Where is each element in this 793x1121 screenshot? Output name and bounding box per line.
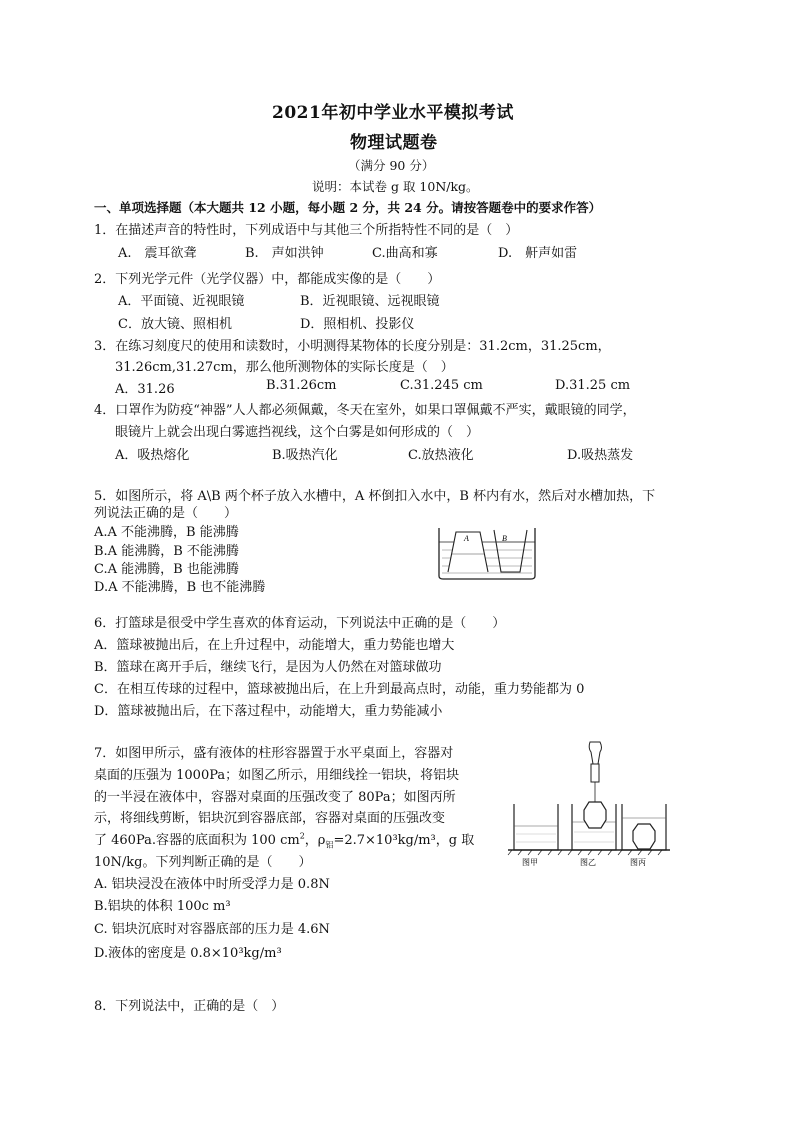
q7-label-yi: 图乙	[580, 858, 596, 867]
q1-option-b: B. 声如洪钟	[245, 246, 324, 261]
q7-option-b: B.铝块的体积 100c m³	[94, 899, 231, 914]
q2-stem: 2．下列光学元件（光学仪器）中，都能成实像的是（ ）	[94, 272, 441, 287]
q5-label-a: A	[464, 534, 469, 543]
q5-cup-b	[494, 530, 527, 572]
q2-option-c: C．放大镜、照相机	[118, 317, 232, 332]
q3-option-b: B.31.26cm	[266, 378, 337, 393]
q7-line5-a: 了 460Pa.容器的底面积为 100 cm	[94, 833, 300, 848]
q7-line5-sub: 铝	[325, 840, 334, 850]
q5-label-b: B	[502, 534, 507, 543]
full-score: （满分 90 分）	[348, 158, 435, 173]
q7-block-bing	[633, 824, 655, 849]
q2-option-d: D．照相机、投影仪	[300, 317, 415, 332]
q7-line5-c: ，ρ	[304, 833, 326, 848]
q7-label-bing: 图丙	[630, 858, 646, 867]
q1-stem: 1．在描述声音的特性时，下列成语中与其他三个所指特性不同的是（ ）	[94, 223, 519, 238]
q5-option-a: A.A 不能沸腾，B 能沸腾	[94, 525, 239, 540]
q6-option-d: D．篮球被抛出后，在下落过程中，动能增大，重力势能减小	[94, 704, 443, 719]
q7-hand	[589, 742, 601, 782]
q2-option-b: B．近视眼镜、远视眼镜	[300, 294, 440, 309]
q7-line3: 的一半浸在液体中，容器对桌面的压强改变了 80Pa；如图丙所	[94, 790, 456, 805]
q8-stem: 8．下列说法中，正确的是（ ）	[94, 999, 285, 1014]
q7-line5-e: =2.7×10³kg/m³，g 取	[333, 833, 475, 848]
exam-title: 2021年初中学业水平模拟考试	[272, 103, 514, 123]
q6-option-b: B．篮球在离开手后，继续飞行，是因为人仍然在对篮球做功	[94, 660, 442, 675]
q7-figure	[508, 740, 670, 866]
q5-stem-line1: 5．如图所示，将 A\B 两个杯子放入水槽中，A 杯倒扣入水中，B 杯内有水，然后对水槽加热，下	[94, 489, 656, 504]
q1-option-d: D. 鼾声如雷	[498, 246, 578, 261]
q7-beaker-jia	[514, 804, 558, 850]
q7-option-a: A. 铝块浸没在液体中时所受浮力是 0.8N	[94, 877, 330, 892]
q1-option-a: A. 震耳欲聋	[118, 246, 197, 261]
q4-option-c: C.放热液化	[408, 448, 474, 463]
q5-stem-line2: 列说法正确的是（ ）	[94, 506, 238, 521]
q1-option-c: C.曲高和寡	[372, 246, 438, 261]
q7-label-jia: 图甲	[522, 858, 538, 867]
q7-line4: 示，将细线剪断，铝块沉到容器底部，容器对桌面的压强改变	[94, 811, 446, 826]
q7-option-c: C. 铝块沉底时对容器底部的压力是 4.6N	[94, 922, 330, 937]
q4-stem-line2: 眼镜片上就会出现白雾遮挡视线，这个白雾是如何形成的（ ）	[115, 425, 480, 440]
q3-stem-line1: 3．在练习刻度尺的使用和读数时，小明测得某物体的长度分别是：31.2cm，31.25cm，	[94, 339, 611, 354]
q4-option-a: A．吸热熔化	[115, 448, 190, 463]
q3-option-d: D.31.25 cm	[555, 378, 631, 393]
q7-line2: 桌面的压强为 1000Pa；如图乙所示，用细线拴一铝块，将铝块	[94, 768, 460, 783]
q6-option-c: C．在相互传球的过程中，篮球被抛出后，在上升到最高点时，动能，重力势能都为 0	[94, 682, 585, 697]
q6-stem: 6．打篮球是很受中学生喜欢的体育运动，下列说法中正确的是（ ）	[94, 616, 506, 631]
q2-option-a: A．平面镜、近视眼镜	[118, 294, 245, 309]
q3-option-c: C.31.245 cm	[400, 378, 483, 393]
q5-option-b: B.A 能沸腾，B 不能沸腾	[94, 544, 239, 559]
q5-option-d: D.A 不能沸腾，B 也不能沸腾	[94, 580, 266, 595]
section-heading: 一、单项选择题（本大题共 12 小题，每小题 2 分，共 24 分。请按答题卷中的要求作答）	[94, 200, 602, 215]
q7-line1: 7．如图甲所示，盛有液体的柱形容器置于水平桌面上，容器对	[94, 746, 454, 761]
q3-option-a: A．31.26	[115, 382, 175, 397]
q6-option-a: A．篮球被抛出后，在上升过程中，动能增大，重力势能也增大	[94, 638, 455, 653]
exam-subtitle: 物理试题卷	[350, 133, 438, 153]
q7-line6: 10N/kg。下列判断正确的是（ ）	[94, 855, 312, 870]
exam-note: 说明：本试卷 g 取 10N/kg。	[312, 179, 479, 194]
q5-option-c: C.A 能沸腾，B 也能沸腾	[94, 562, 239, 577]
q4-option-d: D.吸热蒸发	[567, 448, 634, 463]
q4-option-b: B.吸热汽化	[272, 448, 338, 463]
q5-figure	[438, 528, 536, 580]
q4-stem-line1: 4．口罩作为防疫“神器”人人都必须佩戴，冬天在室外，如果口罩佩戴不严实，戴眼镜的同学，	[94, 403, 636, 418]
q7-line5	[94, 829, 474, 848]
q7-line5-sup: 2	[299, 831, 305, 841]
q7-block-yi	[584, 802, 606, 828]
q3-stem-line2: 31.26cm,31.27cm，那么他所测物体的实际长度是（ ）	[115, 360, 454, 375]
q7-option-d: D.液体的密度是 0.8×10³kg/m³	[94, 946, 282, 961]
